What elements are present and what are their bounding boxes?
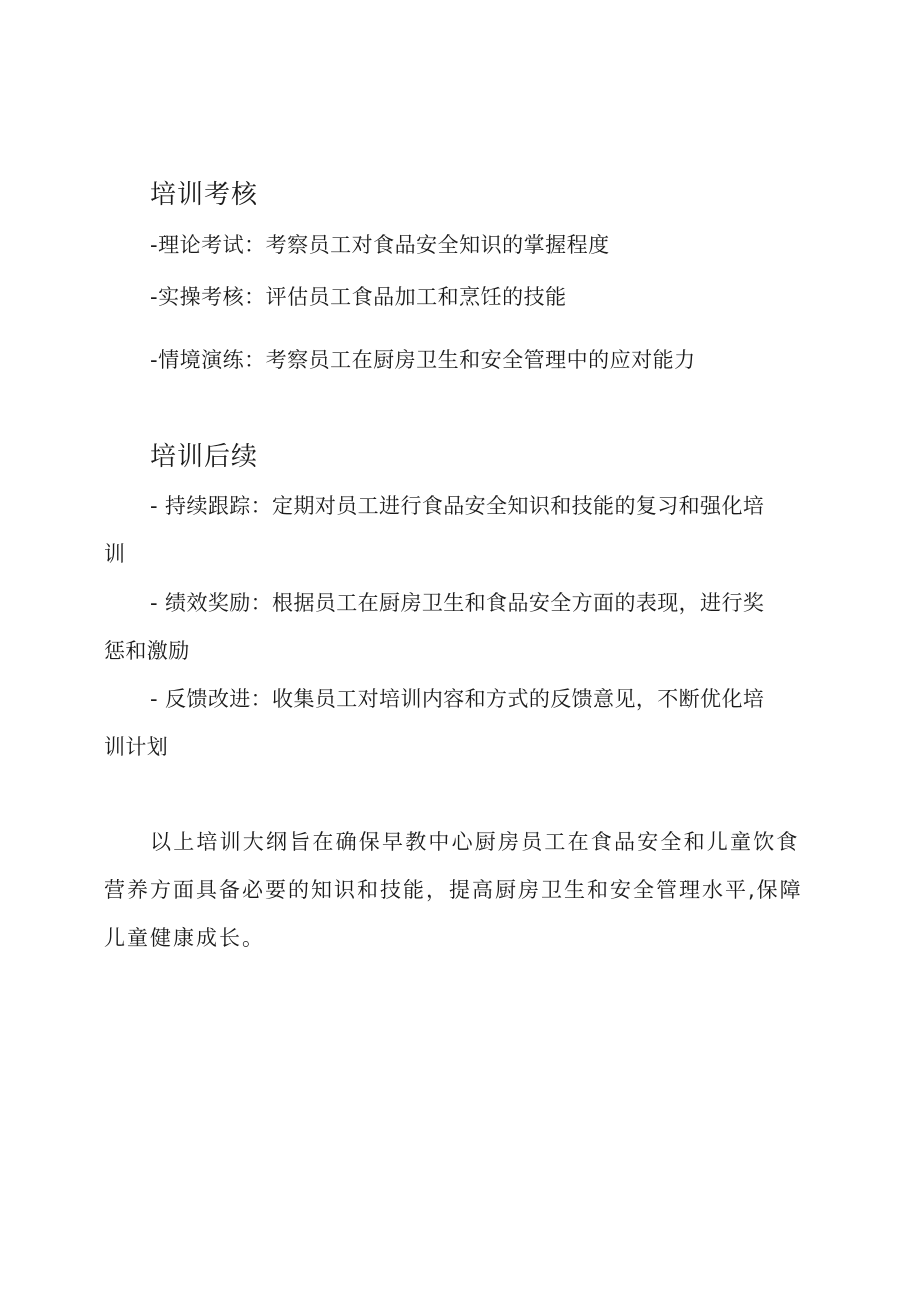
assessment-item-theory-exam: -理论考试：考察员工对食品安全知识的掌握程度	[150, 233, 610, 257]
followup-item-performance-reward-wrap: 惩和激励	[104, 639, 190, 663]
assessment-item-practical-exam: -实操考核：评估员工食品加工和烹饪的技能	[150, 285, 567, 309]
assessment-item-scenario-drill: -情境演练：考察员工在厨房卫生和安全管理中的应对能力	[150, 348, 696, 372]
section-heading-training-followup: 培训后续	[150, 442, 259, 472]
followup-item-feedback-improvement-wrap: 训计划	[104, 735, 169, 759]
followup-item-performance-reward: - 绩效奖励：根据员工在厨房卫生和食品安全方面的表现，进行奖	[150, 591, 765, 615]
conclusion-paragraph-line: 以上培训大纲旨在确保早教中心厨房员工在食品安全和儿童饮食	[150, 830, 800, 854]
followup-item-continuous-tracking-wrap: 训	[104, 542, 126, 566]
conclusion-paragraph-line: 营养方面具备必要的知识和技能，提高厨房卫生和安全管理水平,保障	[104, 878, 803, 902]
conclusion-paragraph-line: 儿童健康成长。	[104, 926, 265, 950]
followup-item-feedback-improvement: - 反馈改进：收集员工对培训内容和方式的反馈意见，不断优化培	[150, 687, 765, 711]
followup-item-continuous-tracking: - 持续跟踪：定期对员工进行食品安全知识和技能的复习和强化培	[150, 494, 765, 518]
section-heading-training-assessment: 培训考核	[150, 180, 259, 210]
